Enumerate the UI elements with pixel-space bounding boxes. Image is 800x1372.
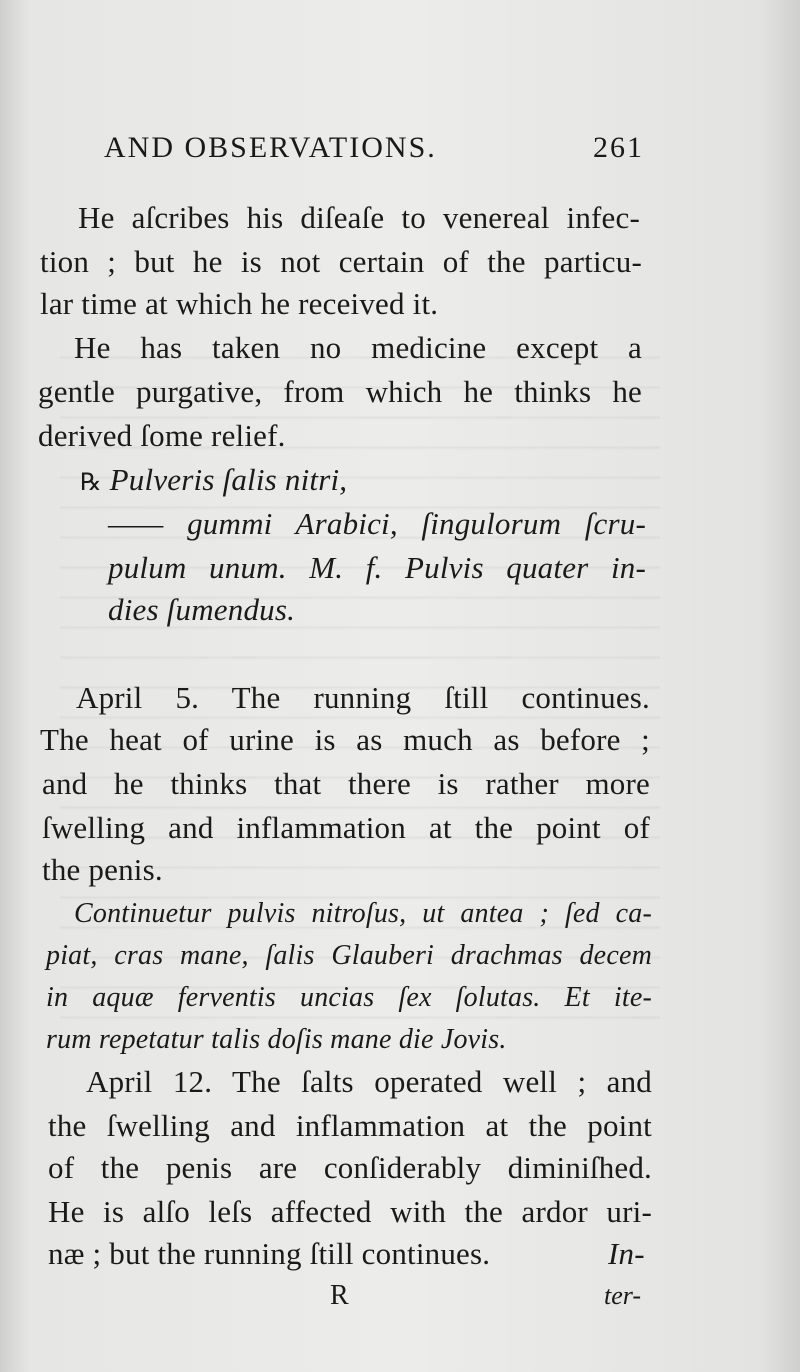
text-line: and he thinks that there is rather more (42, 766, 650, 801)
prescription-line: rum repetatur talis doſis mane die Jovis. (46, 1024, 507, 1055)
prescription-line: Continuetur pulvis nitroſus, ut antea ; ſed ca- (74, 898, 652, 929)
text-line: tion ; but he is not certain of the particu- (40, 244, 642, 279)
text-line: the ſwelling and inflammation at the point (48, 1108, 652, 1143)
page-number: 261 (593, 131, 644, 164)
text-line-body: næ ; but the running ſtill continues. (48, 1236, 491, 1271)
prescription-line: pulum unum. M. f. Pulvis quater in- (108, 550, 646, 585)
text-line: the penis. (42, 852, 163, 887)
prescription-line: in aquæ ferventis uncias ſex ſolutas. Et ite- (46, 982, 652, 1013)
catchword: ter- (604, 1281, 642, 1310)
prescription-line: piat, cras mane, ſalis Glauberi drachmas decem (46, 940, 652, 971)
text-line: gentle purgative, from which he thinks he (38, 374, 642, 409)
text-line: He has taken no medicine except a (74, 330, 642, 365)
prescription-line: —— gummi Arabici, ſingulorum ſcru- (108, 506, 646, 541)
prescription-line: dies ſumendus. (108, 592, 296, 627)
text-line: He aſcribes his diſeaſe to venereal infec- (78, 200, 640, 235)
running-title: AND OBSERVATIONS. (104, 131, 437, 164)
signature-mark: R (330, 1280, 349, 1311)
running-header (104, 130, 644, 166)
text-line: The heat of urine is as much as before ; (40, 722, 650, 757)
text-line: April 5. The running ſtill continues. (76, 680, 650, 715)
text-line: of the penis are conſiderably diminiſhed. (48, 1150, 652, 1185)
text-line: derived ſome relief. (38, 418, 286, 453)
prescription-text: Pulveris ſalis nitri, (109, 462, 348, 497)
rx-symbol: ℞ (80, 470, 102, 496)
text-line (48, 1236, 490, 1272)
text-line: ſwelling and inflammation at the point of (42, 810, 650, 845)
text-line-end: In- (608, 1236, 645, 1271)
text-line: lar time at which he received it. (40, 286, 439, 321)
text-line: He is alſo leſs affected with the ardor uri- (48, 1194, 652, 1229)
prescription-line (80, 462, 347, 501)
text-line: April 12. The ſalts operated well ; and (86, 1064, 652, 1099)
